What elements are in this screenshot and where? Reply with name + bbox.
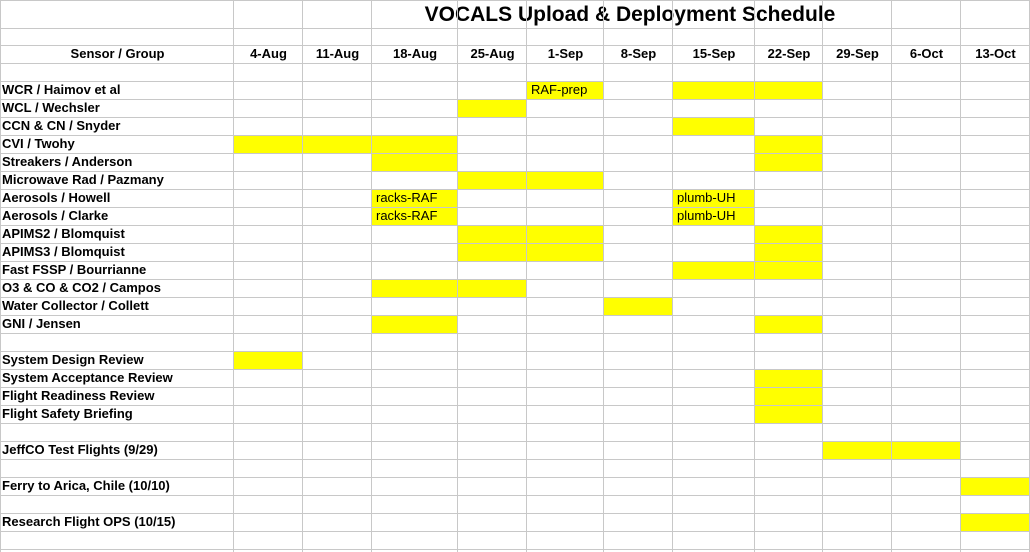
schedule-highlight-cell[interactable] <box>960 477 1029 495</box>
row-label: System Design Review <box>2 352 144 367</box>
row-label: Fast FSSP / Bourrianne <box>2 262 147 277</box>
schedule-highlight-cell[interactable] <box>754 315 822 333</box>
schedule-highlight-cell[interactable] <box>754 243 822 261</box>
column-gridline <box>891 0 892 552</box>
column-gridline <box>672 0 673 552</box>
row-label: WCR / Haimov et al <box>2 82 121 97</box>
column-header-week: 29-Sep <box>836 46 879 61</box>
schedule-highlight-cell[interactable] <box>457 225 526 243</box>
row-gridline <box>0 531 1030 532</box>
sheet-title: VOCALS Upload & Deployment Schedule <box>424 3 836 26</box>
column-header-week: 15-Sep <box>692 46 736 61</box>
cell-note: RAF-prep <box>531 82 588 97</box>
column-header-week: 22-Sep <box>767 46 811 61</box>
schedule-highlight-cell[interactable] <box>754 153 822 171</box>
column-gridline <box>371 0 372 552</box>
row-label: JeffCO Test Flights (9/29) <box>2 442 158 457</box>
schedule-highlight-cell[interactable] <box>754 369 822 387</box>
schedule-highlight-cell[interactable] <box>371 135 457 153</box>
schedule-highlight-cell[interactable] <box>302 135 371 153</box>
row-gridline <box>0 459 1030 460</box>
schedule-highlight-cell[interactable] <box>457 279 526 297</box>
schedule-highlight-cell[interactable] <box>457 171 526 189</box>
column-header-week: 18-Aug <box>392 46 438 61</box>
row-label: System Acceptance Review <box>2 370 173 385</box>
column-header-week: 4-Aug <box>250 46 287 61</box>
row-label: Microwave Rad / Pazmany <box>2 172 164 187</box>
row-label: Aerosols / Howell <box>2 190 111 205</box>
row-label: Research Flight OPS (10/15) <box>2 514 176 529</box>
schedule-highlight-cell[interactable] <box>233 351 302 369</box>
row-label: CVI / Twohy <box>2 136 75 151</box>
row-gridline <box>0 495 1030 496</box>
schedule-highlight-cell[interactable] <box>960 513 1029 531</box>
row-label: Aerosols / Clarke <box>2 208 109 223</box>
schedule-highlight-cell[interactable] <box>371 279 457 297</box>
row-label: WCL / Wechsler <box>2 100 100 115</box>
row-label: GNI / Jensen <box>2 316 81 331</box>
column-gridline <box>302 0 303 552</box>
column-header-week: 25-Aug <box>470 46 515 61</box>
row-gridline <box>0 549 1030 550</box>
column-gridline <box>960 0 961 552</box>
schedule-highlight-cell[interactable] <box>754 261 822 279</box>
row-gridline <box>0 423 1030 424</box>
column-header-week: 8-Sep <box>620 46 657 61</box>
schedule-highlight-cell[interactable] <box>754 405 822 423</box>
row-label: APIMS2 / Blomquist <box>2 226 125 241</box>
row-gridline <box>0 333 1030 334</box>
column-gridline <box>603 0 604 552</box>
schedule-highlight-cell[interactable] <box>233 135 302 153</box>
schedule-highlight-cell[interactable] <box>526 171 603 189</box>
schedule-highlight-cell[interactable] <box>371 315 457 333</box>
schedule-highlight-cell[interactable] <box>672 117 754 135</box>
row-gridline <box>0 63 1030 64</box>
schedule-highlight-cell[interactable] <box>672 81 754 99</box>
column-gridline <box>754 0 755 552</box>
column-header-week: 6-Oct <box>909 46 944 61</box>
row-label: Streakers / Anderson <box>2 154 133 169</box>
column-header-group: Sensor / Group <box>70 46 165 61</box>
schedule-highlight-cell[interactable] <box>672 261 754 279</box>
schedule-highlight-cell[interactable] <box>457 99 526 117</box>
column-gridline <box>822 0 823 552</box>
schedule-highlight-cell[interactable] <box>457 243 526 261</box>
row-label: Water Collector / Collett <box>2 298 149 313</box>
row-label: Ferry to Arica, Chile (10/10) <box>2 478 170 493</box>
column-gridline <box>233 0 234 552</box>
schedule-highlight-cell[interactable] <box>891 441 960 459</box>
schedule-highlight-cell[interactable] <box>754 81 822 99</box>
row-label: Flight Safety Briefing <box>2 406 133 421</box>
column-header-week: 11-Aug <box>315 46 360 61</box>
row-gridline <box>0 0 1030 1</box>
cell-note: plumb-UH <box>677 190 736 205</box>
cell-note: racks-RAF <box>376 190 438 205</box>
cell-note: racks-RAF <box>376 208 438 223</box>
row-gridline <box>0 28 1030 29</box>
schedule-highlight-cell[interactable] <box>526 243 603 261</box>
row-label: Flight Readiness Review <box>2 388 155 403</box>
row-label: CCN & CN / Snyder <box>2 118 121 133</box>
column-header-week: 13-Oct <box>975 46 1016 61</box>
cell-note: plumb-UH <box>677 208 736 223</box>
schedule-highlight-cell[interactable] <box>754 387 822 405</box>
schedule-highlight-cell[interactable] <box>371 153 457 171</box>
column-gridline <box>457 0 458 552</box>
schedule-highlight-cell[interactable] <box>603 297 672 315</box>
schedule-highlight-cell[interactable] <box>754 225 822 243</box>
schedule-highlight-cell[interactable] <box>526 225 603 243</box>
schedule-highlight-cell[interactable] <box>754 135 822 153</box>
schedule-highlight-cell[interactable] <box>822 441 891 459</box>
row-label: O3 & CO & CO2 / Campos <box>2 280 161 295</box>
row-label: APIMS3 / Blomquist <box>2 244 125 259</box>
column-header-week: 1-Sep <box>547 46 584 61</box>
